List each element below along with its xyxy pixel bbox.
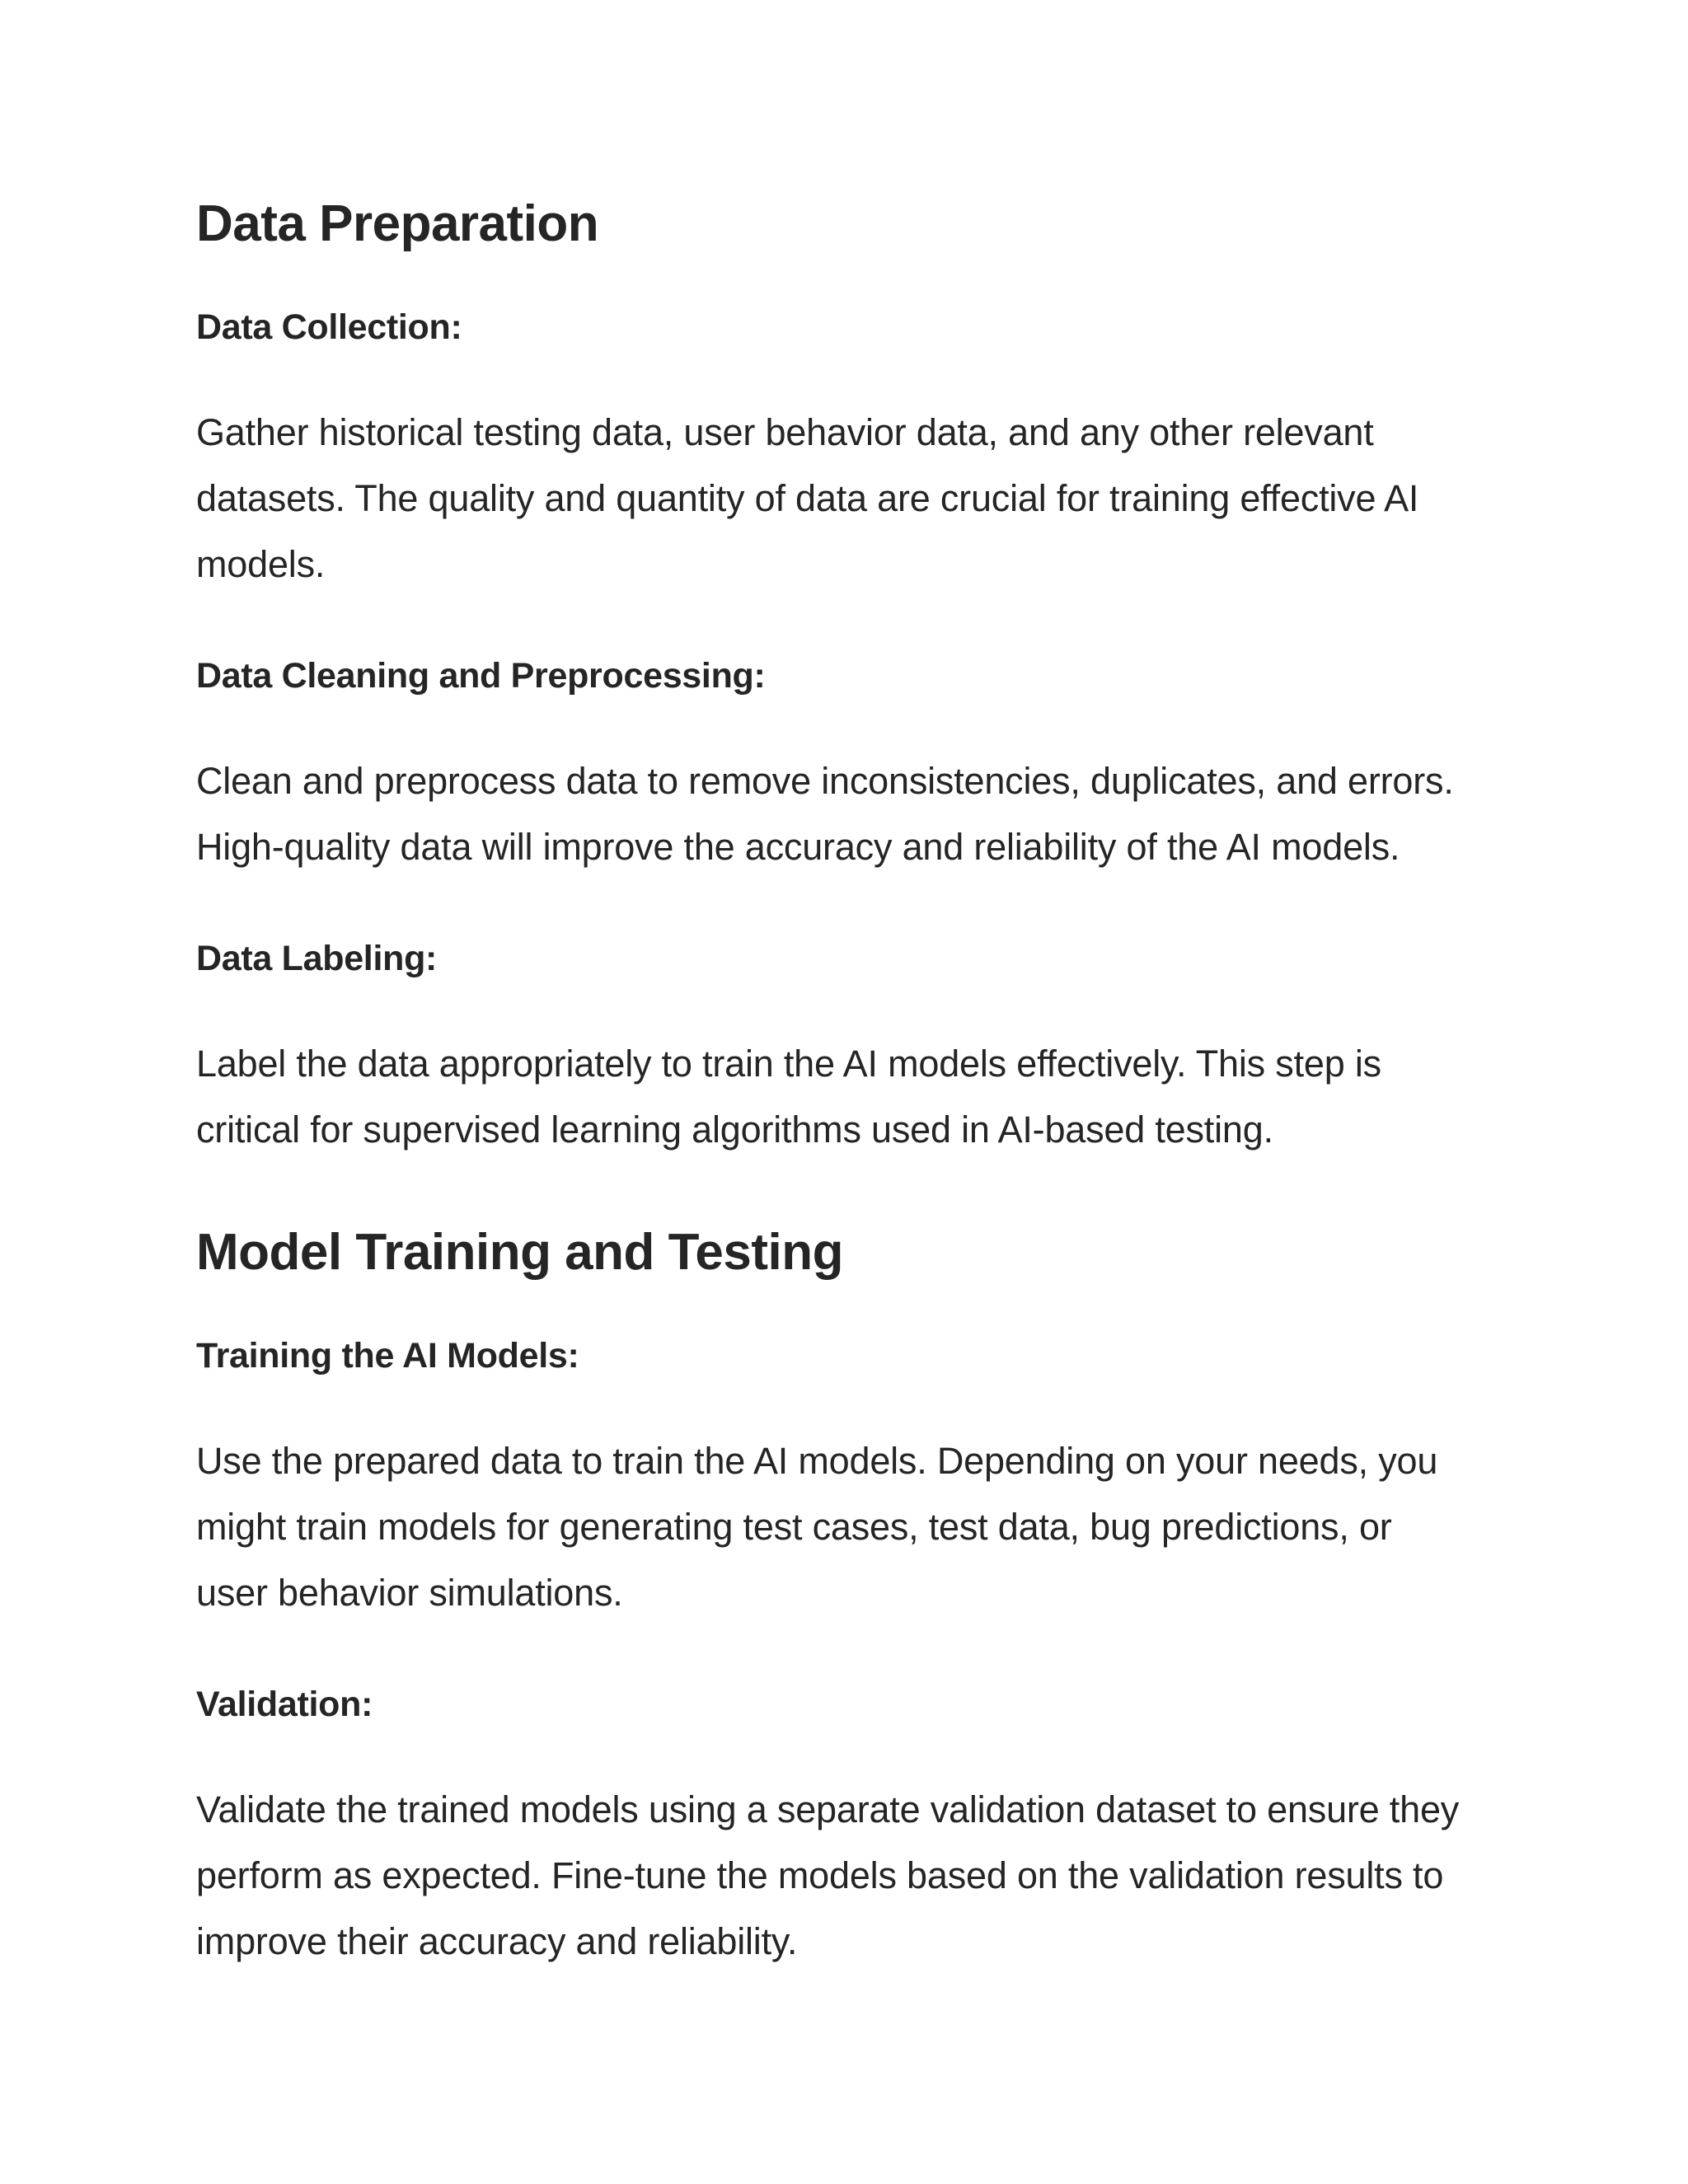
paragraph-validation [196, 1777, 1459, 1975]
paragraph-line: Use the prepared data to train the AI models. Depending on your needs, you [196, 1440, 1438, 1482]
paragraph-line: user behavior simulations. [196, 1572, 623, 1614]
paragraph-data-labeling [196, 1031, 1381, 1163]
paragraph-training-models [196, 1428, 1437, 1626]
subheading-data-collection: Data Collection: [196, 307, 462, 347]
paragraph-line: models. [196, 543, 326, 585]
paragraph-line: datasets. The quality and quantity of data are crucial for training effective AI [196, 477, 1419, 519]
paragraph-line: Gather historical testing data, user behavior data, and any other relevant [196, 411, 1374, 453]
paragraph-line: perform as expected. Fine-tune the models based on the validation results to [196, 1854, 1444, 1896]
paragraph-data-cleaning [196, 748, 1454, 880]
subheading-data-labeling: Data Labeling: [196, 939, 438, 978]
subheading-training-models: Training the AI Models: [196, 1336, 579, 1376]
paragraph-line: High-quality data will improve the accuracy and reliability of the AI models. [196, 826, 1400, 868]
section-title-data-preparation: Data Preparation [196, 195, 599, 252]
subheading-validation: Validation: [196, 1685, 373, 1724]
paragraph-line: might train models for generating test cases, test data, bug predictions, or [196, 1506, 1392, 1548]
paragraph-line: improve their accuracy and reliability. [196, 1920, 798, 1962]
paragraph-line: Validate the trained models using a separate validation dataset to ensure they [196, 1788, 1460, 1830]
paragraph-line: Label the data appropriately to train the AI models effectively. This step is [196, 1043, 1381, 1085]
paragraph-data-collection [196, 400, 1418, 598]
section-title-model-training: Model Training and Testing [196, 1224, 843, 1281]
paragraph-line: critical for supervised learning algorithms used in AI-based testing. [196, 1108, 1273, 1151]
paragraph-line: Clean and preprocess data to remove inconsistencies, duplicates, and errors. [196, 760, 1454, 802]
subheading-data-cleaning: Data Cleaning and Preprocessing: [196, 656, 766, 696]
